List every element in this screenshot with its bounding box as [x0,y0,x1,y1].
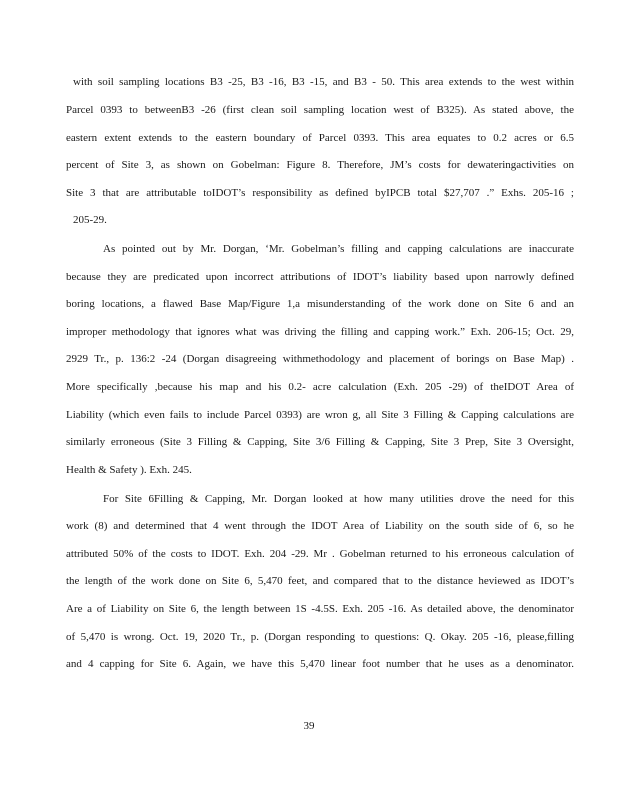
text-line: Site 3 that are attributable toIDOT’s responsibility as defined byIPCB total $27,707 .” Exhs. 205-16 ; [66,187,574,199]
text-line: Parcel 0393 to betweenB3 -26 (first clean soil sampling location west of B325). As stated above, the [66,104,574,116]
page-number: 39 [303,720,315,732]
text-line: with soil sampling locations B3 -25, B3 -16, B3 -15, and B3 - 50. This area extends to the west within [73,76,574,88]
text-line: Health & Safety ). Exh. 245. [66,464,192,476]
text-line: For Site 6Filling & Capping, Mr. Dorgan looked at how many utilities drove the need for this [103,493,574,505]
text-line: Are a of Liability on Site 6, the length between 1S -4.5S. Exh. 205 -16. As detailed above, the denominator [66,603,574,615]
text-line: and 4 capping for Site 6. Again, we have this 5,470 linear foot number that he uses as a denominator. [66,658,574,670]
text-line: 205-29. [73,214,107,226]
text-line: because they are predicated upon incorrect attributions of IDOT’s liability based upon narrowly defined [66,271,574,283]
text-line: of 5,470 is wrong. Oct. 19, 2020 Tr., p. (Dorgan responding to questions: Q. Okay. 205 -16, please,filling [66,631,574,643]
text-line: attributed 50% of the costs to IDOT. Exh. 204 -29. Mr . Gobelman returned to his erroneous calculation of [66,548,574,560]
text-line: As pointed out by Mr. Dorgan, ‘Mr. Gobelman’s filling and capping calculations are inaccurate [103,243,574,255]
text-line: improper methodology that ignores what was driving the filling and capping work.” Exh. 206-15; Oct. 29, [66,326,574,338]
text-line: More specifically ,because his map and his 0.2- acre calculation (Exh. 205 -29) of theIDOT Area of [66,381,574,393]
text-line: the length of the work done on Site 6, 5,470 feet, and compared that to the distance heviewed as IDOT’s [66,575,574,587]
text-line: similarly erroneous (Site 3 Filling & Capping, Site 3/6 Filling & Capping, Site 3 Prep, Site 3 Oversight, [66,436,574,448]
text-line: work (8) and determined that 4 went through the IDOT Area of Liability on the south side of 6, so he [66,520,574,532]
text-line: percent of Site 3, as shown on Gobelman: Figure 8. Therefore, JM’s costs for dewateringactivities on [66,159,574,171]
text-line: eastern extent extends to the eastern boundary of Parcel 0393. This area equates to 0.2 acres or 6.5 [66,132,574,144]
text-line: 2929 Tr., p. 136:2 -24 (Dorgan disagreeing withmethodology and placement of borings on Base Map) . [66,353,574,365]
text-line: Liability (which even fails to include Parcel 0393) are wron g, all Site 3 Filling & Capping calculations are [66,409,574,421]
text-line: boring locations, a flawed Base Map/Figure 1,a misunderstanding of the work done on Site 6 and an [66,298,574,310]
